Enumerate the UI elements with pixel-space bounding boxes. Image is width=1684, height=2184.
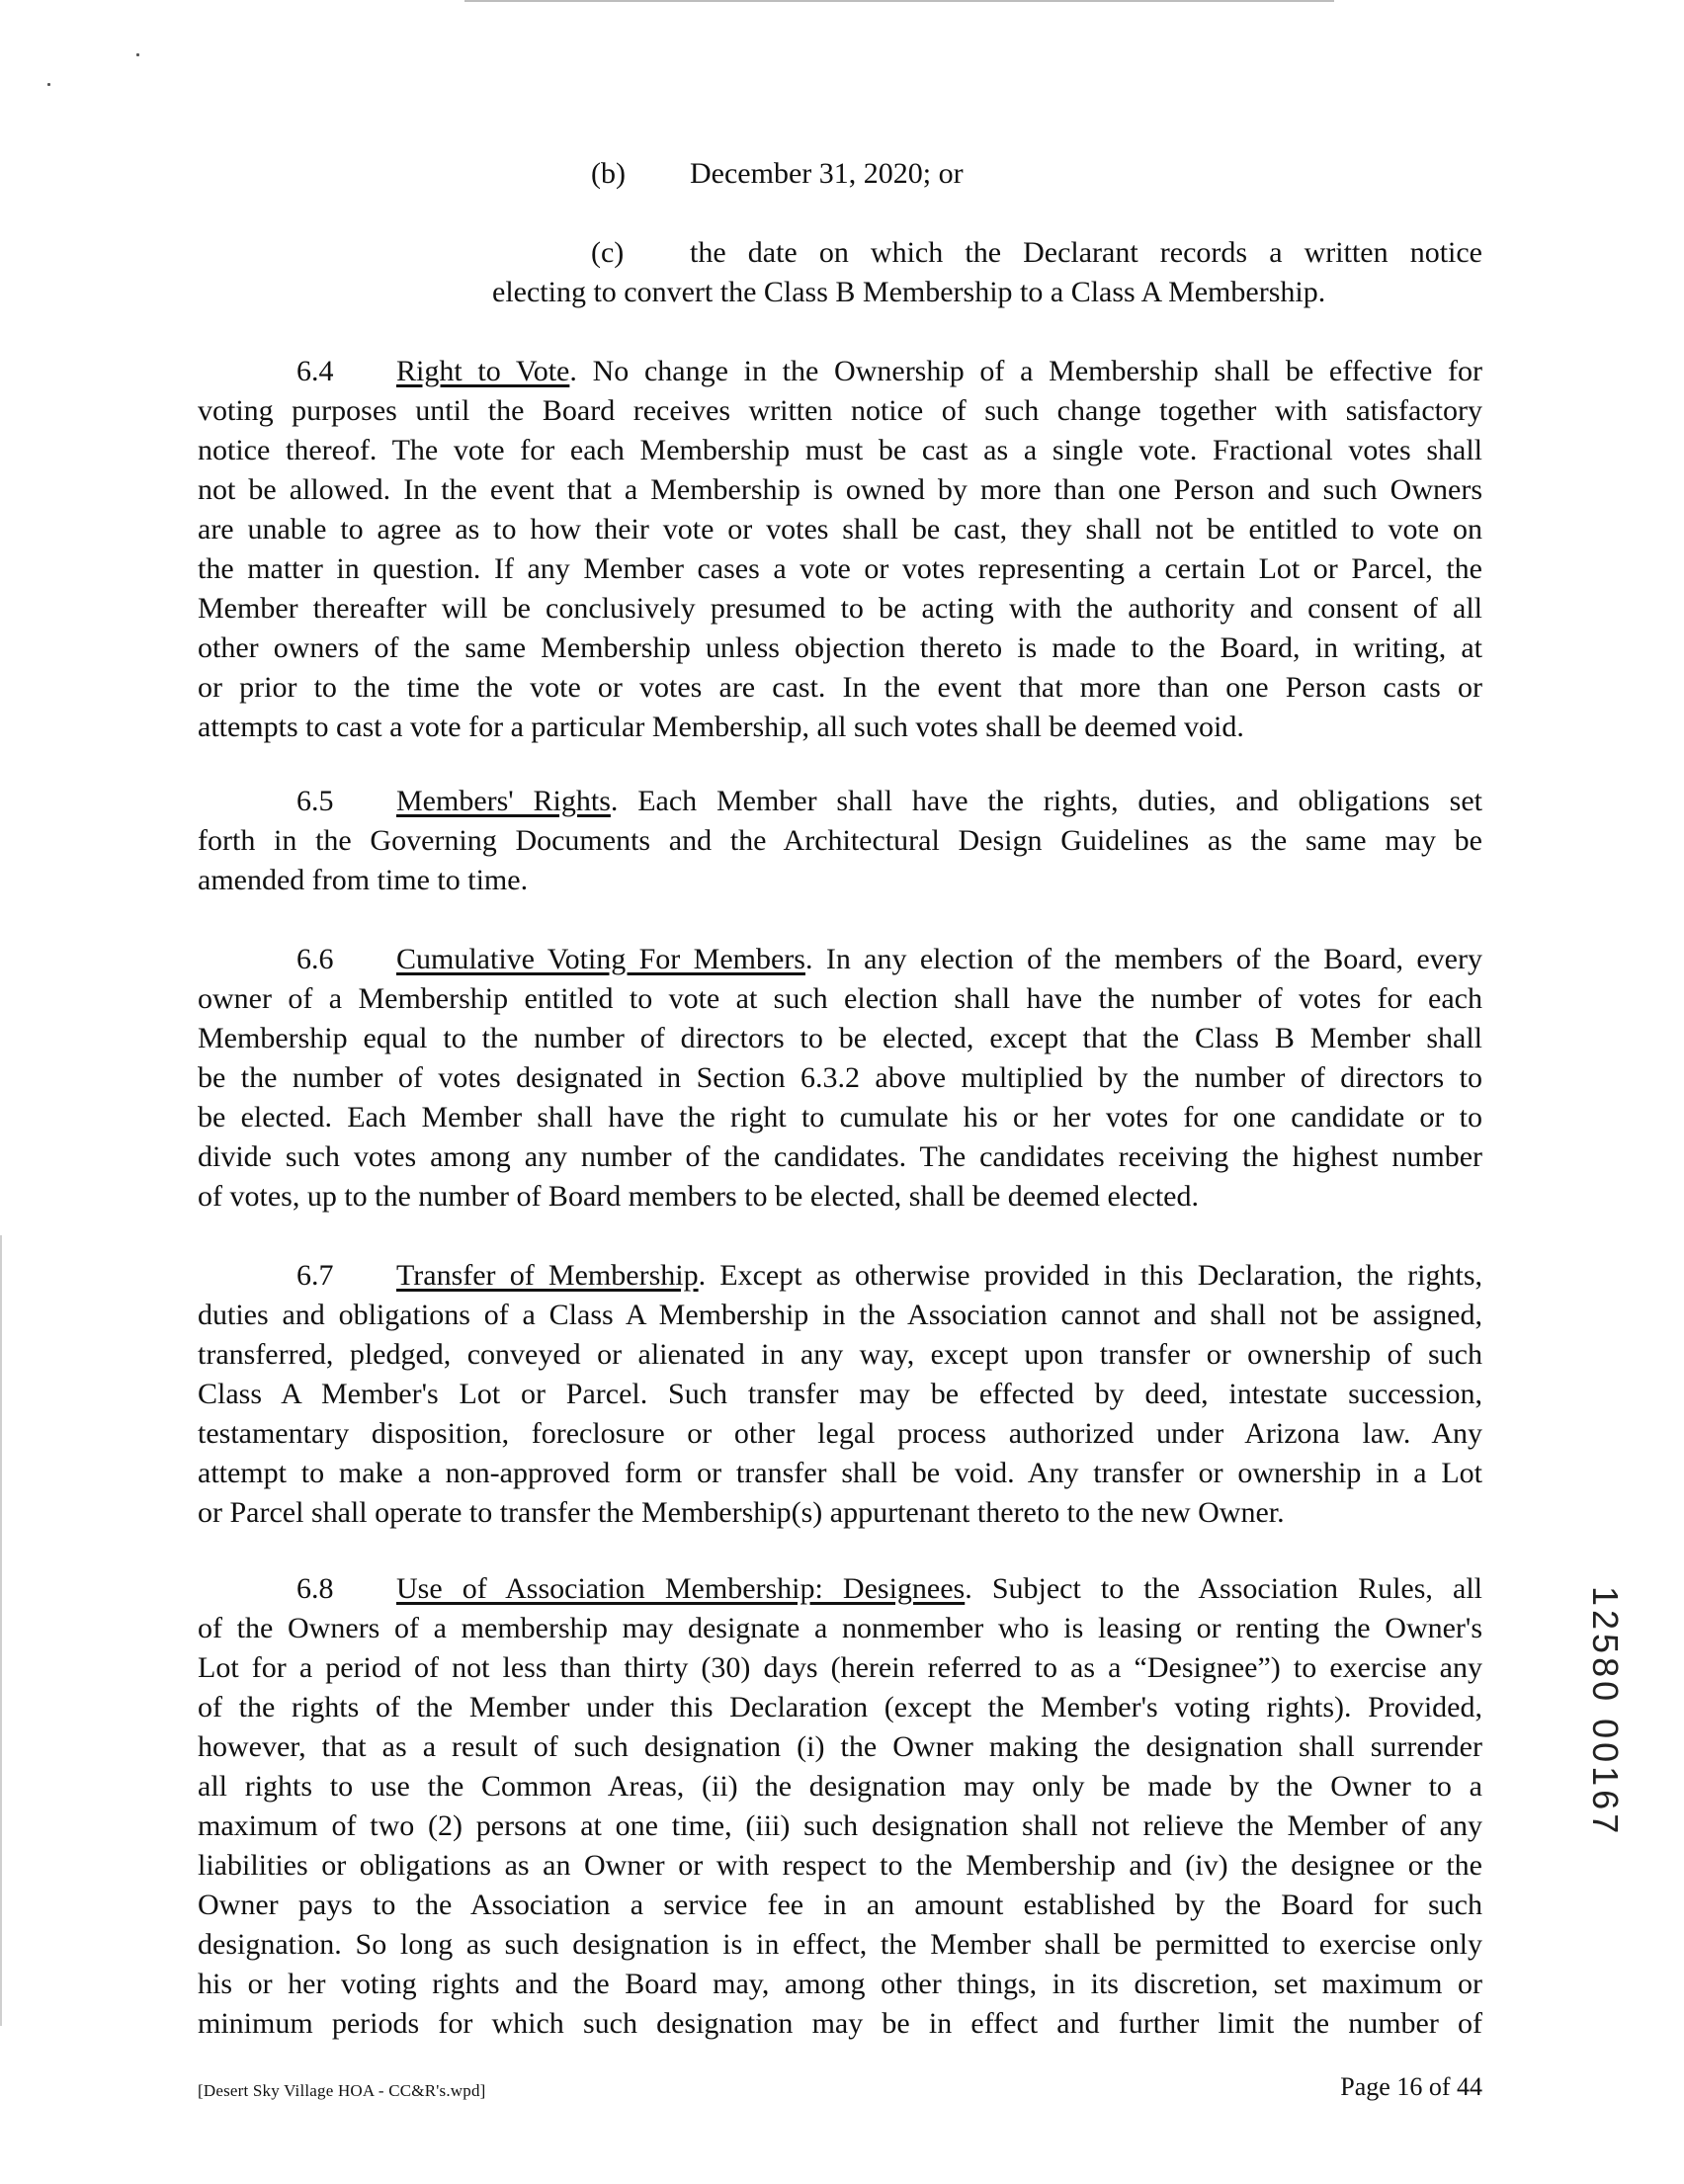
footer-page-number: Page 16 of 44 (1340, 2072, 1482, 2101)
scan-top-edge (464, 0, 1334, 2)
clause-c-label: (c) (591, 236, 625, 269)
section-6-8-line: of the Owners of a membership may designate a nonmember who is leasing or renting the Owner's (198, 1612, 1482, 1644)
section-6-8-line: minimum periods for which such designation may be in effect and further limit the number of (198, 2007, 1482, 2040)
section-6-4-line: voting purposes until the Board receives written notice of such change together with satisfactory (198, 394, 1482, 427)
section-title: Use of Association Membership: Designees (396, 1572, 966, 1605)
section-6-8-line: Lot for a period of not less than thirty (30) days (herein referred to as a “Designee”) to exercise any (198, 1651, 1482, 1684)
section-6-8-line: his or her voting rights and the Board may, among other things, in its discretion, set maximum or (198, 1968, 1482, 2000)
clause-c-line: electing to convert the Class B Membership to a Class A Membership. (492, 276, 1326, 308)
section-6-7-line: testamentary disposition, foreclosure or other legal process authorized under Arizona law. Any (198, 1417, 1482, 1450)
section-6-5-line: amended from time to time. (198, 864, 529, 896)
section-6-6-heading-line: 6.6 Cumulative Voting For Members. In any election of the members of the Board, every (198, 940, 1482, 979)
section-6-7-line: transferred, pledged, conveyed or alienated in any way, except upon transfer or ownership of such (198, 1338, 1482, 1371)
section-6-4-line: other owners of the same Membership unless objection thereto is made to the Board, in writing, at (198, 631, 1482, 664)
section-6-6-line: owner of a Membership entitled to vote at such election shall have the number of votes for each (198, 982, 1482, 1015)
footer-document-name: [Desert Sky Village HOA - CC&R's.wpd] (198, 2081, 486, 2100)
section-number: 6.4 (296, 355, 334, 387)
section-number: 6.7 (296, 1259, 334, 1292)
recording-number-stamp (1586, 1586, 1638, 1922)
section-number: 6.5 (296, 785, 334, 817)
section-6-8-line: maximum of two (2) persons at one time, (iii) such designation shall not relieve the Member of any (198, 1809, 1482, 1842)
section-6-4-line: or prior to the time the vote or votes are cast. In the event that more than one Person casts or (198, 671, 1482, 704)
clause-b-label: (b) (591, 157, 626, 190)
section-6-7-heading-line: 6.7 Transfer of Membership. Except as otherwise provided in this Declaration, the rights, (198, 1256, 1482, 1296)
section-6-6-line: Membership equal to the number of directors to be elected, except that the Class B Member shall (198, 1022, 1482, 1054)
section-6-8-line: designation. So long as such designation is in effect, the Member shall be permitted to exercise only (198, 1928, 1482, 1961)
section-title: Cumulative Voting For Members (396, 943, 805, 975)
section-6-8-heading-line: 6.8 Use of Association Membership: Designees. Subject to the Association Rules, all (198, 1569, 1482, 1609)
section-6-6-line: divide such votes among any number of the candidates. The candidates receiving the highest number (198, 1140, 1482, 1173)
section-6-5-line: forth in the Governing Documents and the Architectural Design Guidelines as the same may be (198, 824, 1482, 857)
recording-number-text: 12580 00167 (1585, 1586, 1626, 1838)
section-title: Right to Vote (396, 355, 570, 387)
section-6-4-line: Member thereafter will be conclusively presumed to be acting with the authority and consent of all (198, 592, 1482, 625)
section-6-4-line: are unable to agree as to how their vote or votes shall be cast, they shall not be entitled to vote on (198, 513, 1482, 546)
section-6-7-line: attempt to make a non-approved form or transfer shall be void. Any transfer or ownership in a Lot (198, 1457, 1482, 1489)
section-6-6-line: be the number of votes designated in Section 6.3.2 above multiplied by the number of directors to (198, 1061, 1482, 1094)
section-6-8-line: of the rights of the Member under this Declaration (except the Member's voting rights). Provided, (198, 1691, 1482, 1723)
clause-c-line: the date on which the Declarant records a written notice (690, 236, 1482, 269)
section-title: Members' Rights (396, 785, 611, 817)
section-title: Transfer of Membership (396, 1259, 699, 1292)
section-6-4-heading-line: 6.4 Right to Vote. No change in the Ownership of a Membership shall be effective for (198, 352, 1482, 391)
section-6-8-line: all rights to use the Common Areas, (ii) the designation may only be made by the Owner to a (198, 1770, 1482, 1803)
section-6-6-line: be elected. Each Member shall have the right to cumulate his or her votes for one candidate or to (198, 1101, 1482, 1134)
section-6-4-line: notice thereof. The vote for each Membership must be cast as a single vote. Fractional votes shall (198, 434, 1482, 466)
scan-speck (47, 83, 50, 86)
section-number: 6.6 (296, 943, 334, 975)
section-6-5-heading-line: 6.5 Members' Rights. Each Member shall have the rights, duties, and obligations set (198, 782, 1482, 821)
section-6-8-line: Owner pays to the Association a service fee in an amount established by the Board for such (198, 1889, 1482, 1921)
scan-left-edge (0, 1235, 2, 2026)
section-6-6-line: of votes, up to the number of Board members to be elected, shall be deemed elected. (198, 1180, 1199, 1213)
section-6-4-line: attempts to cast a vote for a particular Membership, all such votes shall be deemed void. (198, 711, 1244, 743)
section-6-7-line: Class A Member's Lot or Parcel. Such transfer may be effected by deed, intestate succession, (198, 1378, 1482, 1410)
section-6-7-line: duties and obligations of a Class A Membership in the Association cannot and shall not be assigned, (198, 1299, 1482, 1331)
section-6-4-line: not be allowed. In the event that a Membership is owned by more than one Person and such Owners (198, 473, 1482, 506)
section-6-8-line: however, that as a result of such designation (i) the Owner making the designation shall surrender (198, 1730, 1482, 1763)
section-number: 6.8 (296, 1572, 334, 1605)
scan-speck (136, 53, 139, 56)
section-6-7-line: or Parcel shall operate to transfer the Membership(s) appurtenant thereto to the new Owner. (198, 1496, 1285, 1529)
section-6-4-line: the matter in question. If any Member cases a vote or votes representing a certain Lot or Parcel, the (198, 552, 1482, 585)
clause-b-text: December 31, 2020; or (690, 157, 964, 190)
section-6-8-line: liabilities or obligations as an Owner or with respect to the Membership and (iv) the designee or the (198, 1849, 1482, 1882)
